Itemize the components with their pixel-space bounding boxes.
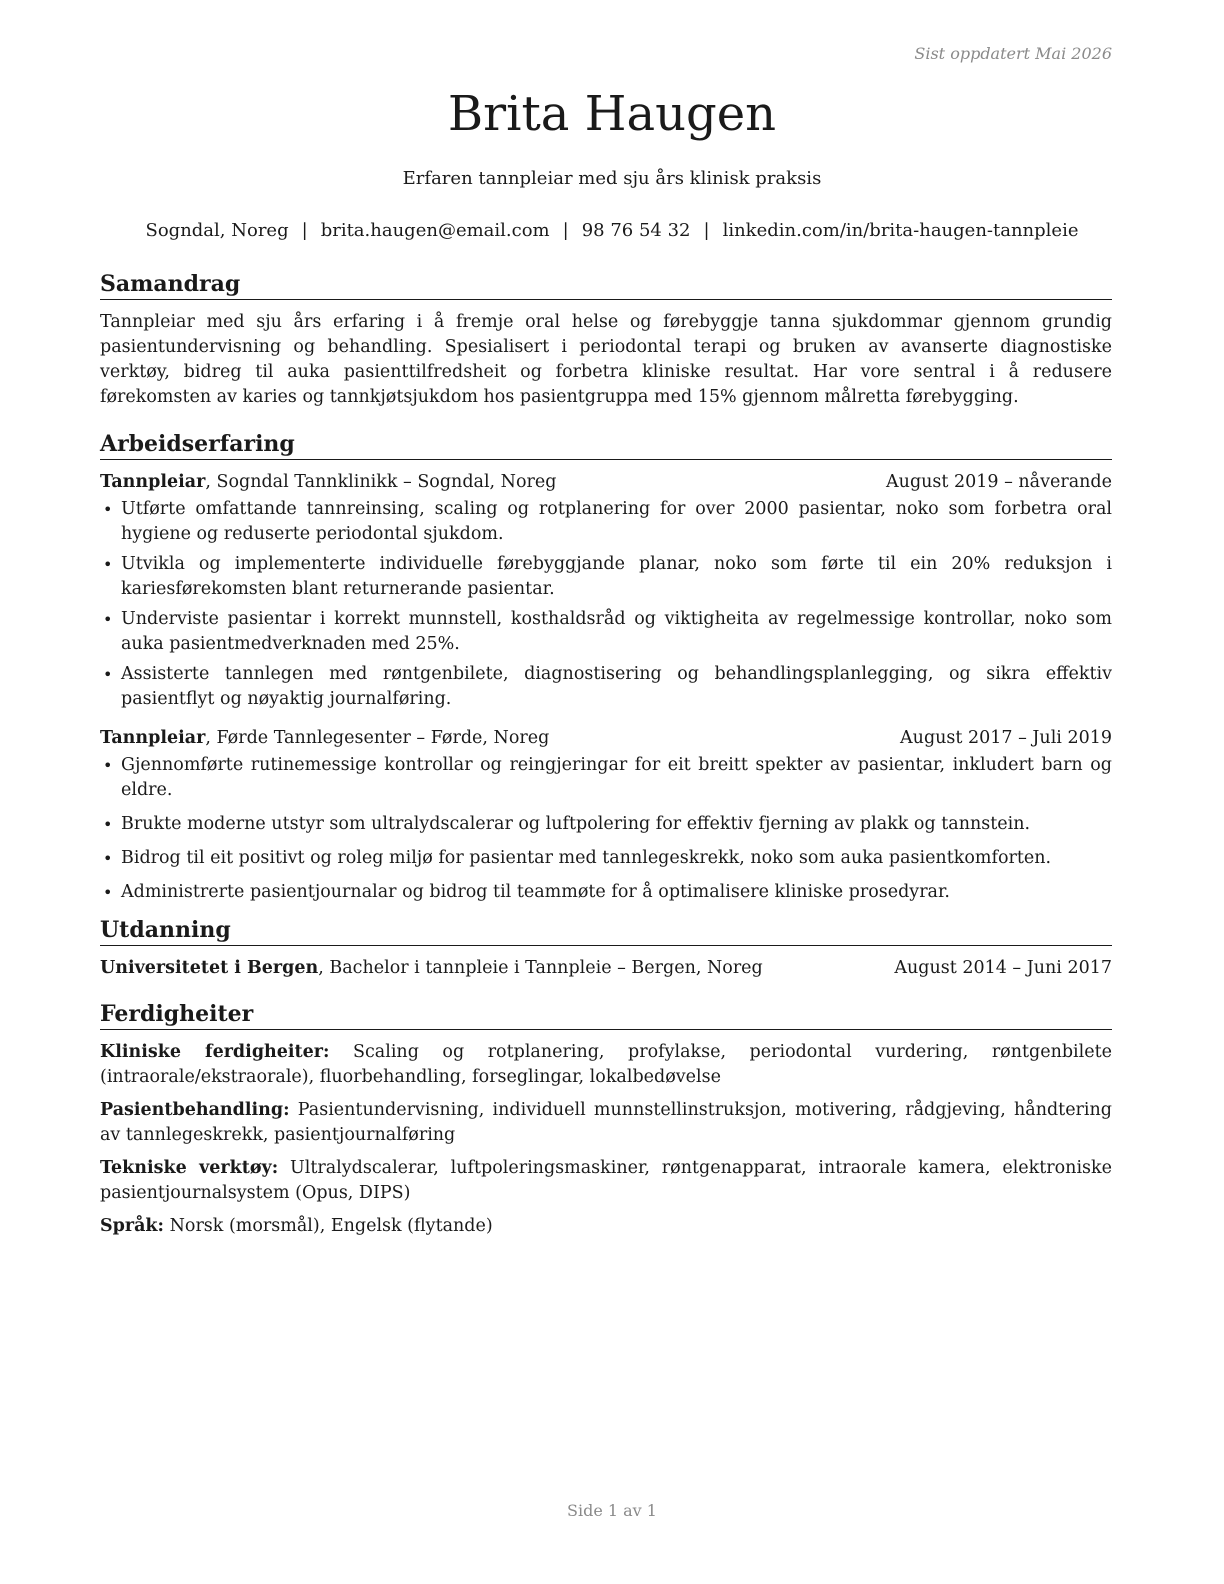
bullet-icon: • xyxy=(103,883,113,902)
skill-text: Scaling og rotplanering, profylakse, periodontal vurdering, røntgenbilete (intraorale/ekstraorale), fluorbehandling, forseglingar, lokalbedøvelse xyxy=(100,1042,1112,1087)
education-entry xyxy=(100,956,1112,981)
bullet-icon: • xyxy=(103,756,113,775)
bullet-text: Bidrog til eit positivt og roleg miljø for pasientar med tannlegeskrekk, noko som auka pasientkomforten. xyxy=(121,848,1052,868)
last-updated: Sist oppdatert Mai 2026 xyxy=(914,44,1112,63)
contact-separator: | xyxy=(562,220,569,241)
skill-text: Pasientundervisning, individuell munnstellinstruksjon, motivering, rådgjeving, håndtering av tannlegeskrekk, pasientjournalføring xyxy=(100,1100,1112,1145)
list-item xyxy=(100,552,1112,602)
bullet-text: Utførte omfattande tannreinsing, scaling og rotplanering for over 2000 pasientar, noko som forbetra oral hygiene og reduserte periodontal sjukdom. xyxy=(121,499,1112,544)
contact-phone: 98 76 54 32 xyxy=(581,220,691,241)
bullet-icon: • xyxy=(103,849,113,868)
bullet-icon: • xyxy=(103,610,113,629)
bullet-icon: • xyxy=(103,555,113,574)
skill-label: Pasientbehandling: xyxy=(100,1100,290,1120)
education-detail: , Bachelor i tannpleie i Tannpleie – Bergen, Noreg xyxy=(318,958,763,978)
skill-text: Ultralydscalerar, luftpoleringsmaskiner, røntgenapparat, intraorale kamera, elektroniske pasientjournalsystem (Opus, DIPS) xyxy=(100,1158,1112,1203)
job-header xyxy=(100,470,1112,495)
section-title-skills: Ferdigheiter xyxy=(100,1000,1112,1030)
bullet-text: Assisterte tannlegen med røntgenbilete, diagnostisering og behandlingsplanlegging, og sikra effektiv pasientflyt og nøyaktig journalføring. xyxy=(121,664,1112,709)
list-item xyxy=(100,880,1112,905)
skill-text: Norsk (morsmål), Engelsk (flytande) xyxy=(164,1216,493,1236)
bullet-icon: • xyxy=(103,665,113,684)
job-entry xyxy=(100,726,1112,905)
skill-row xyxy=(100,1040,1112,1090)
bullet-icon: • xyxy=(103,815,113,834)
list-item xyxy=(100,812,1112,837)
list-item xyxy=(100,846,1112,871)
skill-label: Tekniske verktøy: xyxy=(100,1158,279,1178)
bullet-icon: • xyxy=(103,500,113,519)
job-entry xyxy=(100,470,1112,712)
contact-separator: | xyxy=(703,220,710,241)
bullet-text: Utvikla og implementerte individuelle førebyggjande planar, noko som førte til ein 20% reduksjon i kariesførekomsten blant returnerande pasientar. xyxy=(121,554,1112,599)
skills-section xyxy=(100,1000,1112,1247)
skill-label: Kliniske ferdigheiter: xyxy=(100,1042,330,1062)
skill-row xyxy=(100,1156,1112,1206)
section-title-experience: Arbeidserfaring xyxy=(100,430,1112,460)
skill-label: Språk: xyxy=(100,1216,165,1236)
job-bullets xyxy=(100,497,1112,712)
section-title-summary: Samandrag xyxy=(100,270,1112,300)
education-dates: August 2014 – Juni 2017 xyxy=(894,958,1112,978)
bullet-text: Administrerte pasientjournalar og bidrog til teammøte for å optimalisere kliniske prosedyrar. xyxy=(121,882,950,902)
contact-location: Sogndal, Noreg xyxy=(145,220,289,241)
skill-row xyxy=(100,1214,1112,1239)
job-bullets xyxy=(100,753,1112,905)
job-dates: August 2019 – nåverande xyxy=(886,472,1112,492)
contact-email[interactable]: brita.haugen@email.com xyxy=(320,220,550,241)
summary-section xyxy=(100,270,1112,410)
education-section xyxy=(100,916,1112,981)
job-place: , Førde Tannlegesenter – Førde, Noreg xyxy=(205,728,550,748)
skill-row xyxy=(100,1098,1112,1148)
summary-text: Tannpleiar med sju års erfaring i å fremje oral helse og førebyggje tanna sjukdommar gjennom grundig pasientundervisning og behandling. Spesialisert i periodontal terapi og bruken av avanserte diagnostiske verktøy, bidreg til auka pasienttilfredsheit og forbetra kliniske resultat. Har vore sentral i å redusere førekomsten av karies og tannkjøtsjukdom hos pasientgruppa med 15% gjennom målretta førebygging. xyxy=(100,312,1112,407)
list-item xyxy=(100,497,1112,547)
job-header xyxy=(100,726,1112,751)
list-item xyxy=(100,662,1112,712)
bullet-text: Underviste pasientar i korrekt munnstell, kosthaldsråd og viktigheita av regelmessige kontrollar, noko som auka pasientmedverknaden med 25%. xyxy=(121,609,1112,654)
page-number: Side 1 av 1 xyxy=(567,1501,657,1520)
candidate-name: Brita Haugen xyxy=(447,86,777,142)
list-item xyxy=(100,753,1112,803)
list-item xyxy=(100,607,1112,657)
experience-section xyxy=(100,430,1112,914)
job-role: Tannpleiar xyxy=(100,472,206,492)
job-role: Tannpleiar xyxy=(100,728,206,748)
school-name: Universitetet i Bergen xyxy=(100,958,319,978)
section-title-education: Utdanning xyxy=(100,916,1112,946)
bullet-text: Gjennomførte rutinemessige kontrollar og reingjeringar for eit breitt spekter av pasientar, inkludert barn og eldre. xyxy=(121,755,1112,800)
tagline: Erfaren tannpleiar med sju års klinisk praksis xyxy=(402,168,822,189)
contact-separator: | xyxy=(301,220,308,241)
job-dates: August 2017 – Juli 2019 xyxy=(900,728,1112,748)
contact-linkedin[interactable]: linkedin.com/in/brita-haugen-tannpleie xyxy=(722,220,1079,241)
job-place: , Sogndal Tannklinikk – Sogndal, Noreg xyxy=(205,472,557,492)
bullet-text: Brukte moderne utstyr som ultralydscalerar og luftpolering for effektiv fjerning av plakk og tannstein. xyxy=(121,814,1031,834)
contact-line xyxy=(0,220,1224,241)
